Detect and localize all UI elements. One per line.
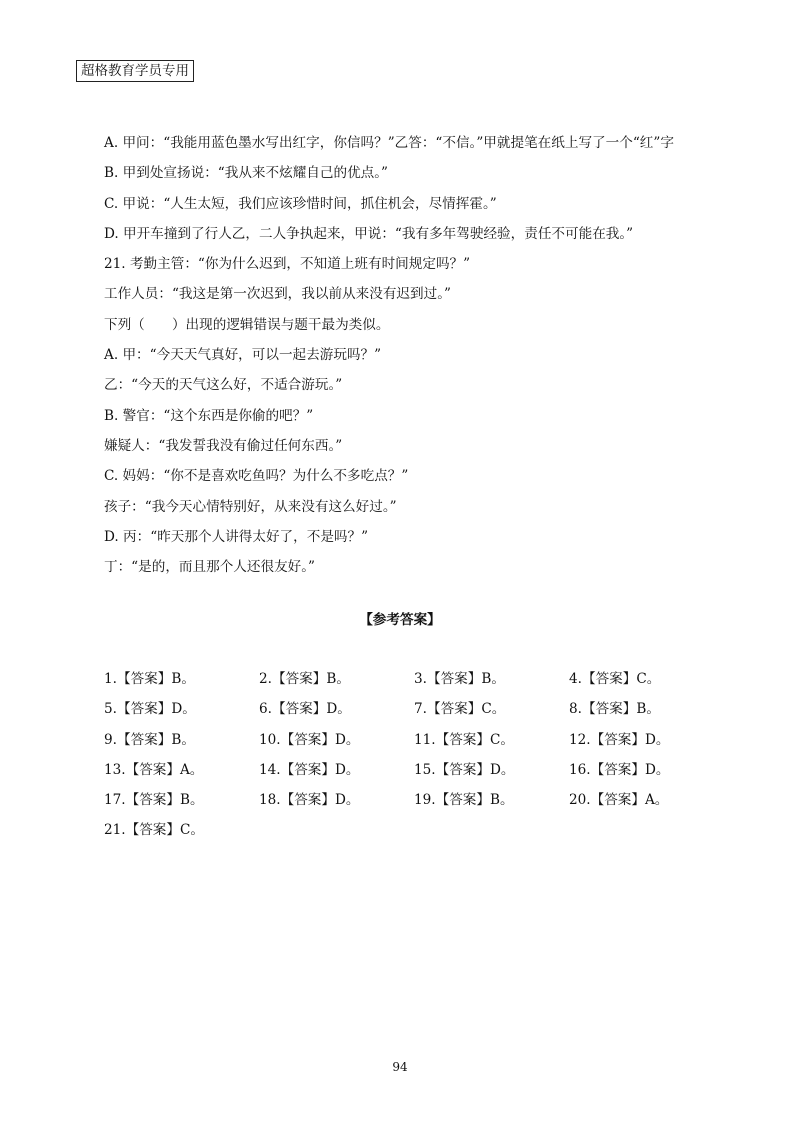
q21-option-c-1: C. 妈妈：“你不是喜欢吃鱼吗？为什么不多吃点？” [104, 468, 409, 485]
q21-option-a-1: A. 甲：“今天天气真好，可以一起去游玩吗？” [104, 347, 382, 364]
answer-item: 3.【答案】B。 [414, 671, 505, 687]
answer-item: 4.【答案】C。 [569, 671, 661, 687]
answer-item: 6.【答案】D。 [259, 701, 351, 718]
answer-item: 10.【答案】D。 [259, 731, 360, 748]
answer-item: 14.【答案】D。 [259, 761, 360, 778]
option-b-line: B. 甲到处宣扬说：“我从来不炫耀自己的优点。” [104, 165, 389, 182]
question-21-prompt: 下列（ ）出现的逻辑错误与题干最为类似。 [104, 316, 390, 333]
header-label: 超格教育学员专用 [76, 60, 194, 82]
answer-item: 18.【答案】D。 [259, 792, 360, 809]
answer-item: 17.【答案】B。 [104, 792, 204, 809]
q21-option-b-2: 嫌疑人：“我发誓我没有偷过任何东西。” [104, 437, 343, 454]
option-c-line: C. 甲说：“人生太短，我们应该珍惜时间，抓住机会，尽情挥霍。” [104, 195, 497, 212]
answer-item: 19.【答案】B。 [414, 792, 514, 809]
answer-item: 7.【答案】C。 [414, 701, 506, 718]
q21-option-a-2: 乙：“今天的天气这么好，不适合游玩。” [104, 377, 343, 394]
answer-item: 11.【答案】C。 [414, 731, 514, 748]
answer-item: 8.【答案】B。 [569, 701, 660, 718]
question-21-stem: 21. 考勤主管：“你为什么迟到，不知道上班有时间规定吗？” [104, 256, 471, 273]
answer-item: 21.【答案】C。 [104, 822, 204, 839]
answer-item: 1.【答案】B。 [104, 671, 195, 687]
answer-item: 15.【答案】D。 [414, 761, 515, 778]
option-d-line: D. 甲开车撞到了行人乙，二人争执起来，甲说：“我有多年驾驶经验，责任不可能在我。” [104, 225, 634, 242]
question-text [104, 128, 754, 582]
answer-item: 12.【答案】D。 [569, 731, 670, 748]
answer-item: 16.【答案】D。 [569, 761, 670, 778]
q21-option-c-2: 孩子：“我今天心情特别好，从来没有这么好过。” [104, 498, 397, 515]
answer-item: 2.【答案】B。 [259, 671, 350, 687]
q21-option-d-1: D. 丙：“昨天那个人讲得太好了，不是吗？” [104, 528, 369, 545]
page-number: 94 [392, 1060, 408, 1074]
answer-item: 9.【答案】B。 [104, 731, 195, 748]
answer-grid [104, 668, 744, 850]
section-title: 【参考答案】 [359, 612, 441, 628]
q21-option-b-1: B. 警官：“这个东西是你偷的吧？” [104, 407, 314, 424]
q21-option-d-2: 丁：“是的，而且那个人还很友好。” [104, 559, 316, 576]
answer-item: 13.【答案】A。 [104, 761, 204, 778]
answer-item: 20.【答案】A。 [569, 792, 669, 809]
option-a-line: A. 甲问：“我能用蓝色墨水写出红字，你信吗？”乙答：“不信。”甲就提笔在纸上写了一个“红”字 [104, 135, 674, 151]
question-21-reply: 工作人员：“我这是第一次迟到，我以前从来没有迟到过。” [104, 286, 451, 303]
answer-item: 5.【答案】D。 [104, 701, 196, 718]
